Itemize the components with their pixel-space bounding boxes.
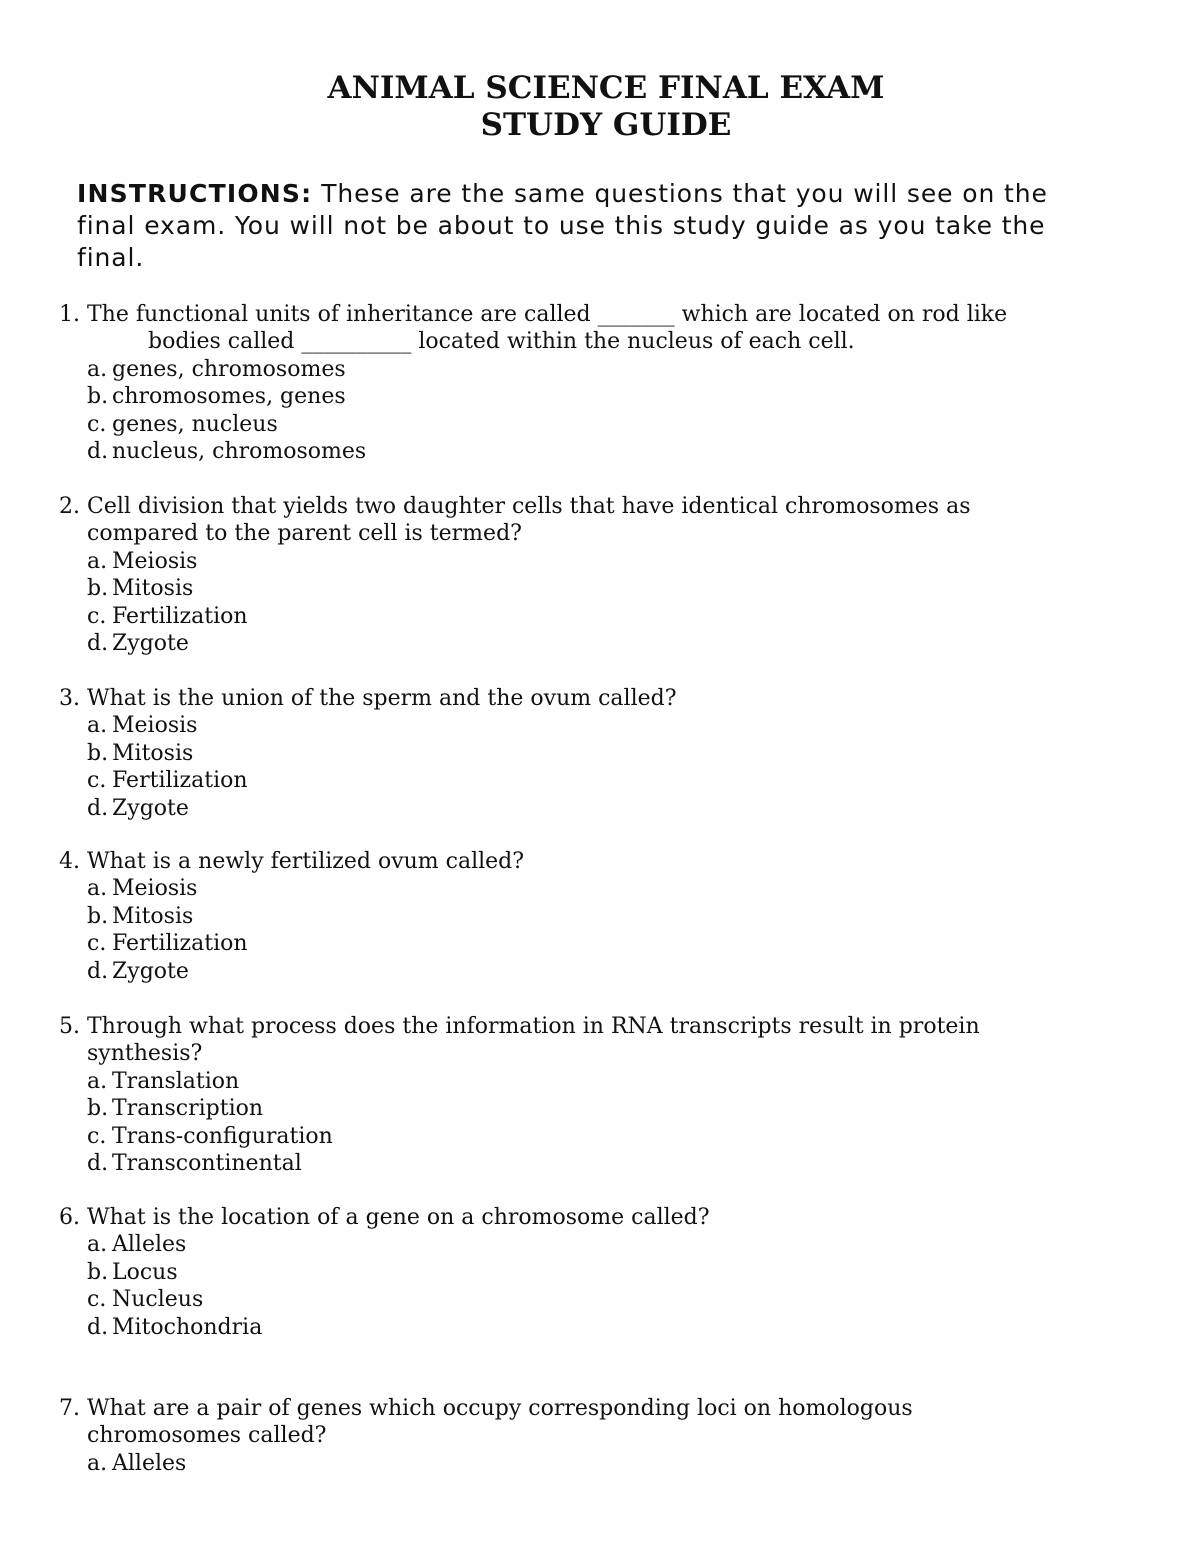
answer-option	[55, 1450, 1155, 1477]
question-7	[55, 1395, 1155, 1477]
question-text: What is the location of a gene on a chromosome called?	[87, 1205, 710, 1230]
option-text: Meiosis	[112, 876, 198, 902]
answer-option	[55, 1068, 1155, 1095]
question-stem	[55, 1013, 1155, 1040]
option-letter: c.	[87, 768, 107, 794]
option-letter: b.	[87, 1096, 109, 1122]
instructions-line-1	[77, 178, 1127, 210]
question-2	[55, 493, 1155, 657]
option-text: Alleles	[112, 1450, 187, 1476]
answer-option	[55, 1259, 1155, 1286]
option-text: chromosomes, genes	[112, 384, 346, 410]
option-text: Transcription	[112, 1096, 264, 1122]
question-number: 7.	[59, 1396, 80, 1421]
question-number: 4.	[59, 849, 80, 874]
answer-option	[55, 1095, 1155, 1122]
option-text: Meiosis	[112, 713, 198, 739]
option-text: Zygote	[112, 631, 189, 657]
instructions-line-3: final.	[77, 243, 145, 272]
instructions-label: INSTRUCTIONS:	[77, 179, 313, 208]
question-number: 1.	[59, 302, 80, 327]
instructions-text-1: These are the same questions that you will see on the	[321, 179, 1048, 208]
question-5	[55, 1013, 1155, 1177]
option-text: Zygote	[112, 795, 189, 821]
answer-option	[55, 548, 1155, 575]
option-letter: c.	[87, 1123, 107, 1149]
question-stem	[55, 301, 1155, 328]
answer-option	[55, 356, 1155, 383]
option-letter: a.	[87, 356, 108, 382]
question-text: Through what process does the information in RNA transcripts result in protein	[87, 1014, 980, 1039]
instructions-line-2: final exam. You will not be about to use this study guide as you take the	[77, 211, 1046, 240]
question-text: What is a newly fertilized ovum called?	[87, 849, 525, 874]
question-stem	[55, 848, 1155, 875]
option-text: genes, nucleus	[112, 411, 278, 437]
question-number: 5.	[59, 1014, 80, 1039]
title-line-1: ANIMAL SCIENCE FINAL EXAM	[327, 70, 885, 106]
question-number: 2.	[59, 494, 80, 519]
answer-option	[55, 1123, 1155, 1150]
option-text: Mitosis	[112, 576, 194, 602]
answer-option	[55, 1231, 1155, 1258]
answer-option	[55, 795, 1155, 822]
answer-option	[55, 958, 1155, 985]
option-letter: a.	[87, 1068, 108, 1094]
option-text: Alleles	[112, 1232, 187, 1258]
option-letter: a.	[87, 876, 108, 902]
question-text: Cell division that yields two daughter cells that have identical chromosomes as	[87, 494, 971, 519]
option-letter: b.	[87, 903, 109, 929]
answer-option	[55, 875, 1155, 902]
option-letter: d.	[87, 795, 109, 821]
question-1	[55, 301, 1155, 465]
option-letter: a.	[87, 713, 108, 739]
answer-option	[55, 1150, 1155, 1177]
option-text: Locus	[112, 1259, 178, 1285]
option-letter: c.	[87, 1287, 107, 1313]
option-text: Mitochondria	[112, 1314, 263, 1340]
option-text: Mitosis	[112, 903, 194, 929]
question-text-continued: chromosomes called?	[87, 1423, 327, 1449]
option-letter: d.	[87, 958, 109, 984]
answer-option	[55, 603, 1155, 630]
instructions-paragraph	[77, 178, 1127, 274]
answer-option	[55, 740, 1155, 767]
question-text-continued: bodies called __________ located within the nucleus of each cell.	[148, 329, 855, 355]
answer-option	[55, 575, 1155, 602]
question-text-continued: compared to the parent cell is termed?	[87, 521, 522, 547]
option-letter: c.	[87, 603, 107, 629]
option-letter: b.	[87, 384, 109, 410]
option-text: Zygote	[112, 958, 189, 984]
option-text: Mitosis	[112, 740, 194, 766]
option-letter: d.	[87, 439, 109, 465]
question-text: The functional units of inheritance are called _______ which are located on rod like	[87, 302, 1008, 327]
question-3	[55, 685, 1155, 822]
question-stem	[55, 1395, 1155, 1422]
option-letter: a.	[87, 1232, 108, 1258]
option-text: Fertilization	[112, 931, 248, 957]
question-number: 6.	[59, 1205, 80, 1230]
option-text: Nucleus	[112, 1287, 204, 1313]
question-text-continued: synthesis?	[87, 1041, 203, 1067]
answer-option	[55, 411, 1155, 438]
title-line-2: STUDY GUIDE	[480, 107, 732, 143]
question-text: What are a pair of genes which occupy corresponding loci on homologous	[87, 1396, 913, 1421]
answer-option	[55, 1314, 1155, 1341]
option-letter: a.	[87, 548, 108, 574]
option-text: Fertilization	[112, 603, 248, 629]
question-stem	[55, 1204, 1155, 1231]
option-letter: a.	[87, 1450, 108, 1476]
answer-option	[55, 383, 1155, 410]
question-6	[55, 1204, 1155, 1341]
option-letter: d.	[87, 1314, 109, 1340]
option-letter: b.	[87, 1259, 109, 1285]
question-text: What is the union of the sperm and the ovum called?	[87, 686, 677, 711]
question-number: 3.	[59, 686, 80, 711]
answer-option	[55, 630, 1155, 657]
option-text: nucleus, chromosomes	[112, 439, 367, 465]
question-stem	[55, 685, 1155, 712]
answer-option	[55, 767, 1155, 794]
answer-option	[55, 712, 1155, 739]
question-stem	[55, 493, 1155, 520]
question-4	[55, 848, 1155, 985]
option-letter: b.	[87, 576, 109, 602]
answer-option	[55, 438, 1155, 465]
document-title	[0, 70, 1200, 144]
answer-option	[55, 1286, 1155, 1313]
option-letter: d.	[87, 631, 109, 657]
option-text: genes, chromosomes	[112, 356, 346, 382]
option-text: Translation	[112, 1068, 240, 1094]
answer-option	[55, 930, 1155, 957]
option-letter: b.	[87, 740, 109, 766]
answer-option	[55, 903, 1155, 930]
option-letter: c.	[87, 931, 107, 957]
option-text: Transcontinental	[112, 1151, 302, 1177]
option-letter: c.	[87, 411, 107, 437]
option-text: Meiosis	[112, 548, 198, 574]
option-text: Fertilization	[112, 768, 248, 794]
option-text: Trans-configuration	[112, 1123, 333, 1149]
option-letter: d.	[87, 1151, 109, 1177]
